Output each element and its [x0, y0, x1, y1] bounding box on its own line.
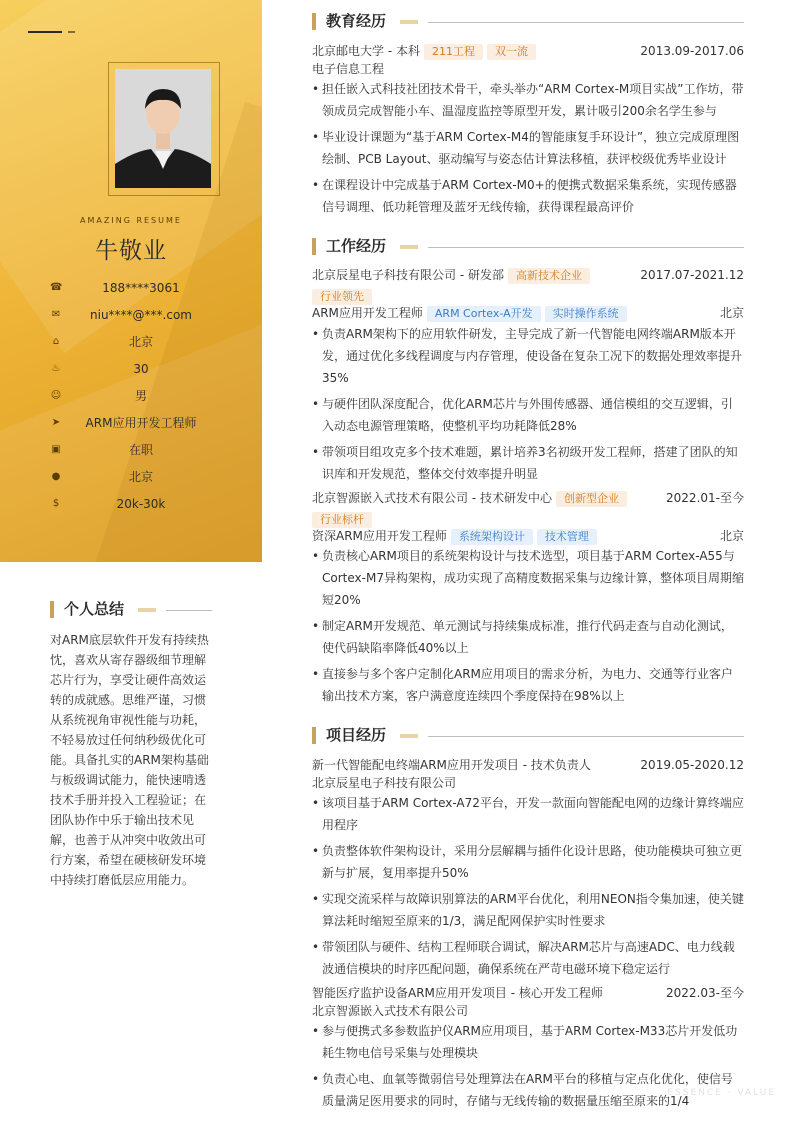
info-value: 20k-30k — [116, 497, 166, 511]
role-name: 资深ARM应用开发工程师 — [312, 529, 447, 543]
skill-badge: 系统架构设计 — [451, 529, 533, 545]
job-city: 北京 — [719, 306, 744, 320]
job-date: 2017.07-2021.12 — [640, 268, 744, 282]
bullet-text: 该项目基于ARM Cortex-A72平台，开发一款面向智能配电网的边缘计算终端应用程序 — [322, 796, 744, 832]
tag-badge: 高新技术企业 — [508, 268, 590, 284]
bullet-text: 制定ARM开发规范、单元测试与持续集成标准，推行代码走查与自动化测试，使代码缺陷率降低40%以上 — [322, 619, 733, 655]
gender-icon: ☺ — [50, 390, 62, 401]
info-value: 北京 — [128, 470, 153, 484]
job-tag-row — [312, 287, 744, 305]
section-pill — [400, 245, 418, 249]
section-bar — [50, 601, 54, 618]
role-name: ARM应用开发工程师 — [312, 306, 423, 320]
bullet-text: 在课程设计中完成基于ARM Cortex-M0+的便携式数据采集系统，实现传感器信号调理、低功耗管理及蓝牙无线传输，获得课程最高评价 — [322, 178, 737, 214]
briefcase-icon: ▣ — [51, 444, 61, 455]
bullet-text: 负责心电、血氧等微弱信号处理算法在ARM平台的移植与定点化优化，使信号质量满足医用要求的同时，存储与无线传输的数据量压缩至原来的1/4 — [322, 1072, 733, 1108]
phone-icon: ☎ — [50, 282, 63, 293]
section-heading: 个人总结 — [64, 600, 125, 618]
section-heading: 工作经历 — [326, 237, 387, 255]
email-icon: ✉ — [51, 309, 61, 320]
section-heading: 教育经历 — [326, 12, 387, 30]
profile-photo — [115, 69, 211, 188]
bullet-text: 担任嵌入式科技社团技术骨干，牵头举办“ARM Cortex-M项目实战”工作坊，带领成员完成智能小车、温湿度监控等原型开发，累计吸引200余名学生参与 — [322, 82, 744, 118]
send-icon: ➤ — [51, 417, 61, 428]
tag-badge: 行业标杆 — [312, 512, 372, 528]
cake-icon: ♨ — [51, 363, 61, 374]
job-tag-row — [312, 510, 744, 528]
info-salary — [0, 496, 262, 516]
resume-tagline: AMAZING RESUME — [80, 216, 182, 225]
bullet-text: 参与便携式多参数监护仪ARM应用项目，基于ARM Cortex-M33芯片开发低功耗生物电信号采集与处理模块 — [322, 1024, 738, 1060]
bullet-text: 实现交流采样与故障识别算法的ARM平台优化，利用NEON指令集加速，使关键算法耗时缩短至原来的1/3，满足配网保护实时性要求 — [322, 892, 744, 928]
section-pill — [400, 734, 418, 738]
education-header — [312, 42, 744, 60]
info-value: 在职 — [128, 443, 153, 457]
home-icon: ⌂ — [52, 336, 60, 347]
job-header — [312, 266, 744, 284]
project-header — [312, 984, 744, 1002]
section-rule — [428, 736, 744, 737]
project-name: 智能医疗监护设备ARM应用开发项目 - 核心开发工程师 — [312, 986, 603, 1000]
job-city: 北京 — [719, 529, 744, 543]
section-bar — [312, 727, 316, 744]
info-gender — [0, 388, 262, 408]
job-date: 2022.01-至今 — [666, 491, 744, 505]
info-value: 男 — [134, 389, 147, 403]
project-date: 2019.05-2020.12 — [640, 758, 744, 772]
tag-badge: 双一流 — [487, 44, 536, 60]
info-value: 30 — [133, 362, 149, 376]
job-header — [312, 489, 744, 507]
tag-badge: 行业领先 — [312, 289, 372, 305]
person-name: 牛敬业 — [95, 238, 167, 264]
bullet-text: 直接参与多个客户定制化ARM应用项目的需求分析，为电力、交通等行业客户输出技术方案，客户满意度连续四个季度保持在98%以上 — [322, 667, 733, 703]
education-date: 2013.09-2017.06 — [640, 44, 744, 58]
tag-badge: 创新型企业 — [556, 491, 627, 507]
section-education-title — [312, 12, 744, 32]
info-email — [0, 307, 262, 327]
money-icon: $ — [52, 498, 60, 509]
decor-dash — [68, 31, 75, 33]
project-header — [312, 756, 744, 774]
major-name: 电子信息工程 — [312, 62, 385, 76]
bullet-text: 负责整体软件架构设计，采用分层解耦与插件化设计思路，使功能模块可独立更新与扩展，复用率提升50% — [322, 844, 743, 880]
info-position — [0, 415, 262, 435]
summary-text: 对ARM底层软件开发有持续热忱，喜欢从寄存器级细节理解芯片行为，享受让硬件高效运转的成就感。思维严谨，习惯从系统视角审视性能与功耗，不轻易放过任何纳秒级优化可能。具备扎实的ARM架构基础与板级调试能力，能快速啃透技术手册并投入工程验证；在团队协作中乐于输出技术见解，也善于从冲突中收敛出可行方案，希望在硬核研发环境中持续打磨低层应用能力。 — [50, 633, 209, 887]
section-pill — [400, 20, 418, 24]
bullet-text: 负责ARM架构下的应用软件研发，主导完成了新一代智能电网终端ARM版本开发，通过优化多线程调度与内存管理，使设备在复杂工况下的数据处理效率提升35% — [322, 327, 743, 385]
info-value: niu****@***.com — [90, 308, 192, 322]
section-pill — [138, 608, 156, 612]
job-role-row — [312, 527, 744, 545]
company-name: 北京辰星电子科技有限公司 - 研发部 — [312, 268, 504, 282]
info-age — [0, 361, 262, 381]
project-name: 新一代智能配电终端ARM应用开发项目 - 技术负责人 — [312, 758, 591, 772]
info-phone — [0, 280, 262, 300]
skill-badge: 技术管理 — [537, 529, 597, 545]
project-company-row — [312, 774, 744, 792]
project-company-row — [312, 1002, 744, 1020]
info-status — [0, 442, 262, 462]
info-home — [0, 334, 262, 354]
bullet-text: 负责核心ARM项目的系统架构设计与技术选型，项目基于ARM Cortex-A55与Cortex-M7异构架构，成功实现了高精度数据采集与边缘计算，整体项目周期缩短20% — [322, 549, 744, 607]
section-projects-title — [312, 726, 744, 746]
job-role-row — [312, 304, 744, 322]
section-bar — [312, 13, 316, 30]
bullet-text: 毕业设计课题为“基于ARM Cortex-M4的智能康复手环设计”，独立完成原理图绘制、PCB Layout、驱动编写与姿态估计算法移植，获评校级优秀毕业设计 — [322, 130, 740, 166]
bullet-text: 带领项目组攻克多个技术难题，累计培养3名初级开发工程师，搭建了团队的知识库和开发规范，整体交付效率提升明显 — [322, 445, 738, 481]
education-major-row — [312, 60, 744, 78]
section-heading: 项目经历 — [326, 726, 387, 744]
location-pin-icon: ● — [51, 471, 61, 482]
bullet-text: 与硬件团队深度配合，优化ARM芯片与外围传感器、通信模组的交互逻辑，引入动态电源管理策略，使整机平均功耗降低28% — [322, 397, 733, 433]
watermark-text: ESSENCE · VALUE — [667, 1088, 776, 1098]
project-company: 北京辰星电子科技有限公司 — [312, 776, 457, 790]
info-city — [0, 469, 262, 489]
project-company: 北京智源嵌入式技术有限公司 — [312, 1004, 469, 1018]
section-rule — [428, 247, 744, 248]
section-rule — [428, 22, 744, 23]
section-summary-title — [50, 600, 212, 620]
skill-badge: ARM Cortex-A开发 — [427, 306, 541, 322]
tag-badge: 211工程 — [424, 44, 483, 60]
info-value: 188****3061 — [102, 281, 180, 295]
skill-badge: 实时操作系统 — [545, 306, 627, 322]
info-value: 北京 — [128, 335, 153, 349]
section-work-title — [312, 237, 744, 257]
company-name: 北京智源嵌入式技术有限公司 - 技术研发中心 — [312, 491, 552, 505]
decor-line — [28, 31, 62, 33]
bullet-text: 带领团队与硬件、结构工程师联合调试，解决ARM芯片与高速ADC、电力线载波通信模块的时序匹配问题，确保系统在严苛电磁环境下稳定运行 — [322, 940, 735, 976]
section-bar — [312, 238, 316, 255]
school-name: 北京邮电大学 - 本科 — [312, 44, 420, 58]
info-value: ARM应用开发工程师 — [85, 416, 197, 430]
project-date: 2022.03-至今 — [666, 986, 744, 1000]
section-rule — [166, 610, 212, 611]
